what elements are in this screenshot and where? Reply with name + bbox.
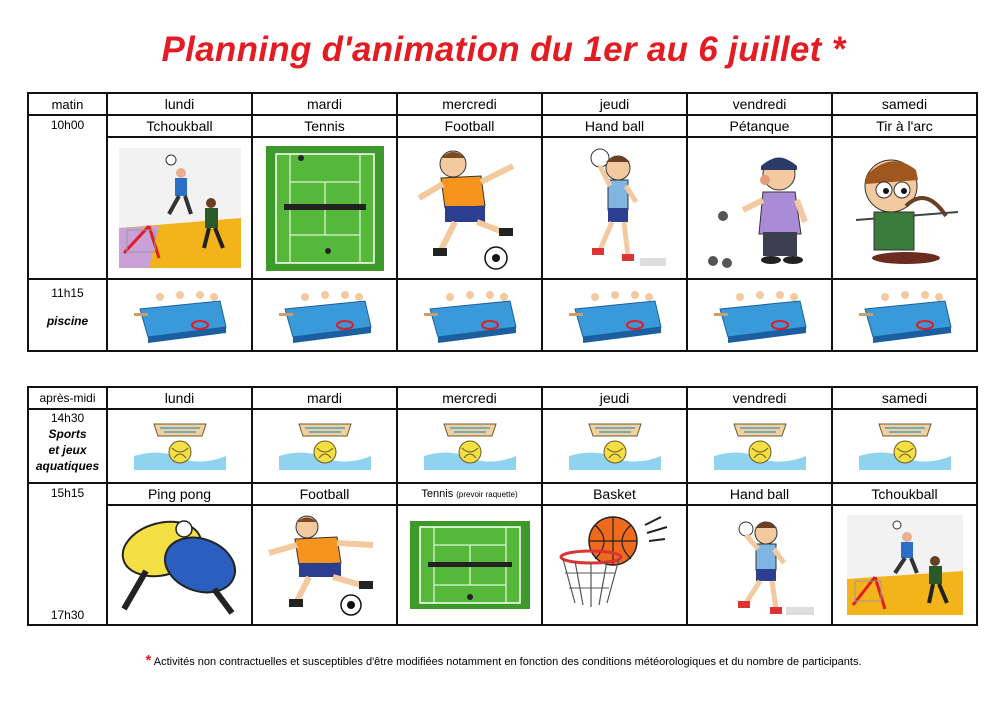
swimming-pool-icon: [130, 287, 230, 343]
time-label: 15h15: [50, 486, 85, 500]
activity-image-cell: [252, 409, 397, 483]
day-header-jeudi: jeudi: [542, 387, 687, 409]
activity-image-cell: [687, 505, 832, 625]
basketball-hoop-icon: [555, 513, 675, 617]
disclaimer-footer: [0, 652, 1007, 669]
activity-label: Tir à l'arc: [832, 115, 977, 137]
water-polo-goal-icon: [130, 418, 230, 474]
afternoon-schedule-table: [27, 386, 978, 626]
water-games-label: et jeux: [48, 443, 87, 457]
activity-label: Tchoukball: [107, 115, 252, 137]
activity-image-cell: [832, 409, 977, 483]
activity-image-cell: [832, 137, 977, 279]
tchoukball-illustration-icon: [119, 148, 241, 268]
day-header-mardi: mardi: [252, 93, 397, 115]
morning-schedule-table: [27, 92, 978, 352]
afternoon-time-14h30: [28, 409, 107, 483]
activity-image-cell: [397, 505, 542, 625]
tchoukball-illustration-icon: [847, 515, 963, 615]
swimming-pool-icon: [565, 287, 665, 343]
football-player-icon: [261, 513, 389, 617]
activity-image-cell: [687, 137, 832, 279]
water-polo-goal-icon: [565, 418, 665, 474]
activity-image-cell: [542, 409, 687, 483]
morning-time-10h00: [28, 115, 107, 279]
tennis-court-icon: [410, 521, 530, 609]
water-polo-goal-icon: [420, 418, 520, 474]
day-header-lundi: lundi: [107, 387, 252, 409]
activity-image-cell: [687, 409, 832, 483]
day-header-samedi: samedi: [832, 93, 977, 115]
activity-image-cell: [397, 137, 542, 279]
activity-image-cell: [397, 409, 542, 483]
water-games-label: aquatiques: [35, 459, 100, 473]
archer-icon: [846, 146, 964, 271]
activity-image-cell: [107, 409, 252, 483]
handball-player-icon: [700, 513, 820, 617]
activity-image-cell: [252, 505, 397, 625]
activity-label-tennis: [397, 483, 542, 505]
afternoon-time-15h15: [28, 483, 107, 625]
activity-label: Tennis: [252, 115, 397, 137]
time-label: 14h30: [50, 411, 85, 425]
activity-label: Basket: [542, 483, 687, 505]
footer-text: Activités non contractuelles et susceptibles d'être modifiées notamment en fonction des conditions météorologiques et du nombre de participants.: [153, 656, 862, 668]
activity-label: Pétanque: [687, 115, 832, 137]
morning-header: matin: [28, 93, 107, 115]
day-header-samedi: samedi: [832, 387, 977, 409]
activity-image-cell: [832, 505, 977, 625]
tennis-court-icon: [266, 146, 384, 271]
activity-image-cell: [542, 137, 687, 279]
handball-player-icon: [556, 146, 674, 271]
activity-image-cell: [107, 279, 252, 351]
activity-label: Hand ball: [687, 483, 832, 505]
activity-image-cell: [107, 137, 252, 279]
morning-time-11h15: [28, 279, 107, 351]
page-title: Planning d'animation du 1er au 6 juillet *: [161, 30, 846, 69]
water-polo-goal-icon: [275, 418, 375, 474]
activity-image-cell: [107, 505, 252, 625]
swimming-pool-icon: [855, 287, 955, 343]
day-header-lundi: lundi: [107, 93, 252, 115]
activity-image-cell: [252, 137, 397, 279]
activity-image-cell: [542, 505, 687, 625]
day-header-mercredi: mercredi: [397, 387, 542, 409]
activity-label: Tennis: [421, 488, 454, 501]
day-header-mardi: mardi: [252, 387, 397, 409]
water-polo-goal-icon: [710, 418, 810, 474]
football-player-icon: [411, 146, 529, 271]
day-header-jeudi: jeudi: [542, 93, 687, 115]
afternoon-header: après-midi: [28, 387, 107, 409]
time-label-end: 17h30: [50, 608, 85, 622]
water-games-label: Sports: [48, 427, 87, 441]
swimming-pool-icon: [710, 287, 810, 343]
activity-label: Football: [397, 115, 542, 137]
activity-image-cell: [252, 279, 397, 351]
pool-label: piscine: [46, 314, 89, 328]
activity-label: Tchoukball: [832, 483, 977, 505]
footer-asterisk: *: [145, 652, 152, 669]
day-header-vendredi: vendredi: [687, 387, 832, 409]
activity-image-cell: [542, 279, 687, 351]
swimming-pool-icon: [275, 287, 375, 343]
time-label: 11h15: [51, 286, 84, 300]
petanque-player-icon: [701, 146, 819, 271]
day-header-vendredi: vendredi: [687, 93, 832, 115]
time-label: 10h00: [50, 118, 85, 132]
day-header-mercredi: mercredi: [397, 93, 542, 115]
activity-image-cell: [832, 279, 977, 351]
ping-pong-paddles-icon: [116, 513, 244, 617]
tennis-note: (prevoir raquette): [456, 490, 518, 500]
activity-label: Ping pong: [107, 483, 252, 505]
activity-label: Hand ball: [542, 115, 687, 137]
activity-image-cell: [397, 279, 542, 351]
activity-label: Football: [252, 483, 397, 505]
water-polo-goal-icon: [855, 418, 955, 474]
activity-image-cell: [687, 279, 832, 351]
swimming-pool-icon: [420, 287, 520, 343]
